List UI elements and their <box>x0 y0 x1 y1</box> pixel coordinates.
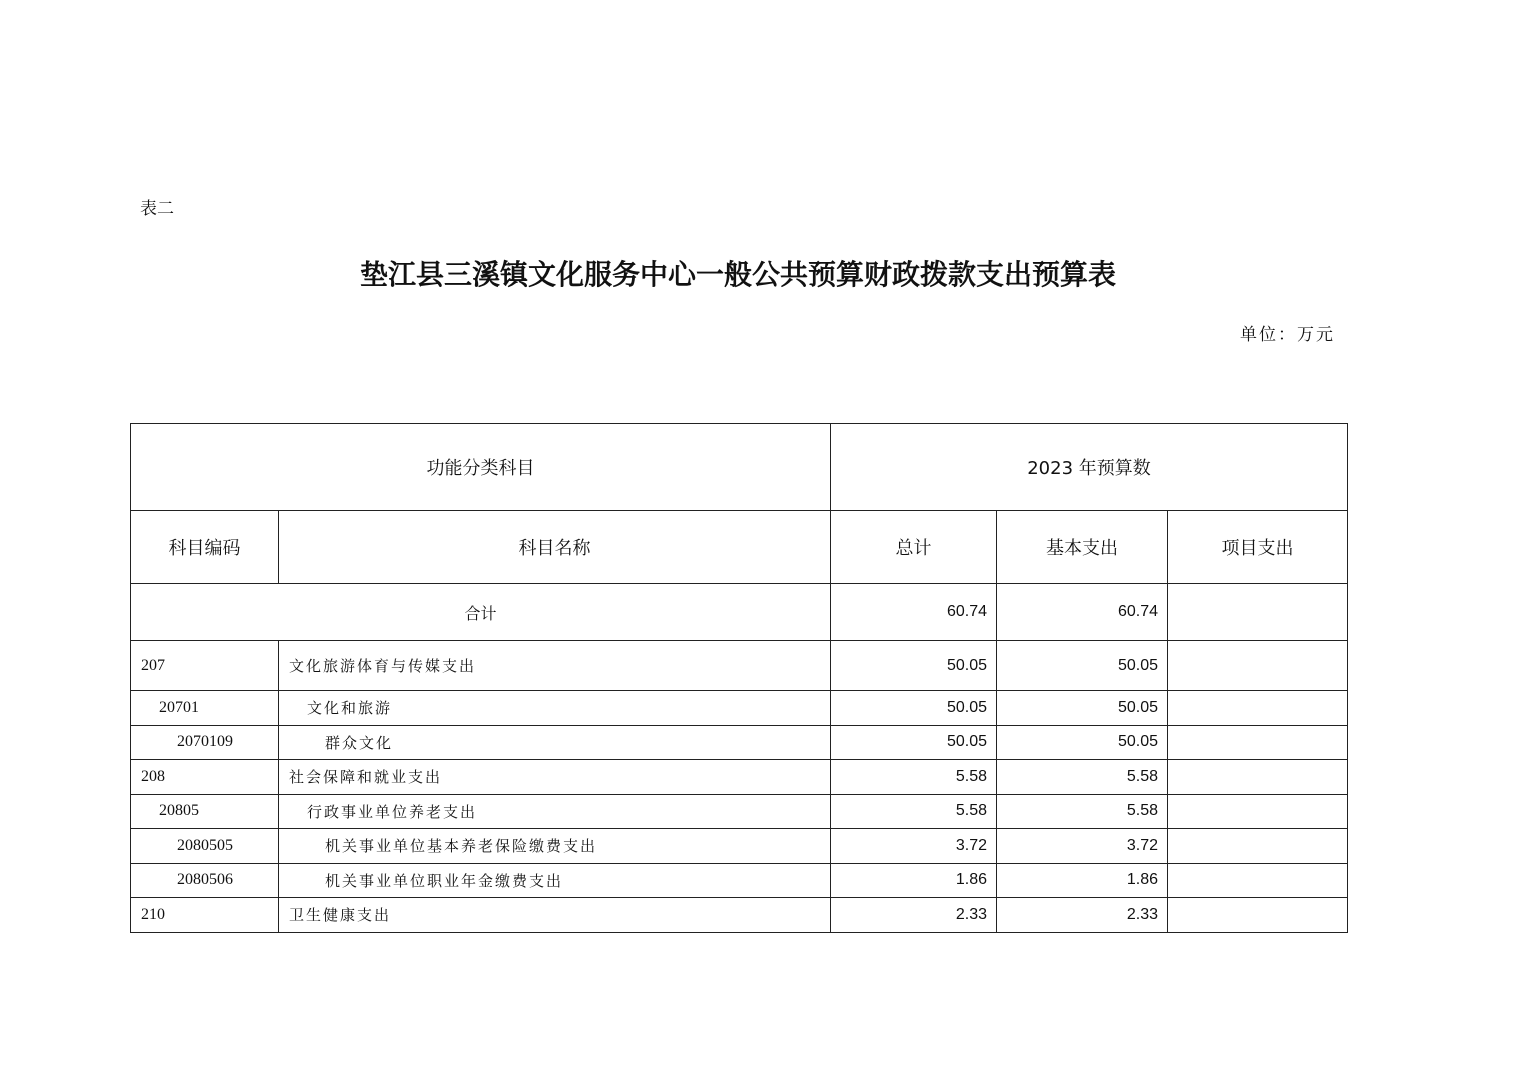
basic-expenditure-cell: 5.58 <box>997 760 1168 795</box>
total-cell: 1.86 <box>831 863 997 898</box>
header-basic-expenditure: 基本支出 <box>997 511 1168 584</box>
header-budget-year: 2023 年预算数 <box>831 424 1348 511</box>
total-label: 合计 <box>131 584 831 641</box>
basic-expenditure-cell: 1.86 <box>997 863 1168 898</box>
total-cell: 2.33 <box>831 898 997 933</box>
header-group-row <box>131 424 1348 511</box>
header-functional-classification: 功能分类科目 <box>131 424 831 511</box>
subject-name-cell: 机关事业单位职业年金缴费支出 <box>279 863 831 898</box>
subject-code-cell: 20805 <box>131 794 279 829</box>
basic-expenditure-cell: 5.58 <box>997 794 1168 829</box>
subject-code-cell: 2070109 <box>131 725 279 760</box>
table-row <box>131 641 1348 691</box>
project-expenditure-cell <box>1168 691 1348 726</box>
table-row <box>131 760 1348 795</box>
table-row <box>131 794 1348 829</box>
subject-name-cell: 社会保障和就业支出 <box>279 760 831 795</box>
subject-code-cell: 210 <box>131 898 279 933</box>
subject-code-cell: 207 <box>131 641 279 691</box>
subject-code-cell: 2080506 <box>131 863 279 898</box>
table-row <box>131 691 1348 726</box>
basic-expenditure-cell: 50.05 <box>997 725 1168 760</box>
header-project-expenditure: 项目支出 <box>1168 511 1348 584</box>
project-expenditure-cell <box>1168 760 1348 795</box>
subject-code-cell: 208 <box>131 760 279 795</box>
subject-name-cell: 卫生健康支出 <box>279 898 831 933</box>
project-expenditure-cell <box>1168 725 1348 760</box>
budget-table <box>130 423 1348 933</box>
table-row <box>131 829 1348 864</box>
total-cell: 50.05 <box>831 641 997 691</box>
total-row <box>131 584 1348 641</box>
page-title: 垫江县三溪镇文化服务中心一般公共预算财政拨款支出预算表 <box>359 258 1116 291</box>
total-cell: 5.58 <box>831 794 997 829</box>
basic-expenditure-cell: 2.33 <box>997 898 1168 933</box>
project-expenditure-cell <box>1168 829 1348 864</box>
total-basic: 60.74 <box>997 584 1168 641</box>
basic-expenditure-cell: 50.05 <box>997 641 1168 691</box>
table-row <box>131 725 1348 760</box>
table-row <box>131 863 1348 898</box>
subject-name-cell: 文化和旅游 <box>279 691 831 726</box>
total-cell: 50.05 <box>831 725 997 760</box>
basic-expenditure-cell: 50.05 <box>997 691 1168 726</box>
total-cell: 50.05 <box>831 691 997 726</box>
header-subject-name: 科目名称 <box>279 511 831 584</box>
header-columns-row <box>131 511 1348 584</box>
unit-label: 单位：万元 <box>1240 325 1335 345</box>
project-expenditure-cell <box>1168 641 1348 691</box>
header-total: 总计 <box>831 511 997 584</box>
header-subject-code: 科目编码 <box>131 511 279 584</box>
project-expenditure-cell <box>1168 863 1348 898</box>
table-row <box>131 898 1348 933</box>
total-total: 60.74 <box>831 584 997 641</box>
table-label: 表二 <box>140 199 174 219</box>
subject-name-cell: 群众文化 <box>279 725 831 760</box>
total-cell: 5.58 <box>831 760 997 795</box>
total-project <box>1168 584 1348 641</box>
subject-code-cell: 20701 <box>131 691 279 726</box>
subject-code-cell: 2080505 <box>131 829 279 864</box>
subject-name-cell: 机关事业单位基本养老保险缴费支出 <box>279 829 831 864</box>
basic-expenditure-cell: 3.72 <box>997 829 1168 864</box>
total-cell: 3.72 <box>831 829 997 864</box>
subject-name-cell: 行政事业单位养老支出 <box>279 794 831 829</box>
project-expenditure-cell <box>1168 794 1348 829</box>
project-expenditure-cell <box>1168 898 1348 933</box>
subject-name-cell: 文化旅游体育与传媒支出 <box>279 641 831 691</box>
